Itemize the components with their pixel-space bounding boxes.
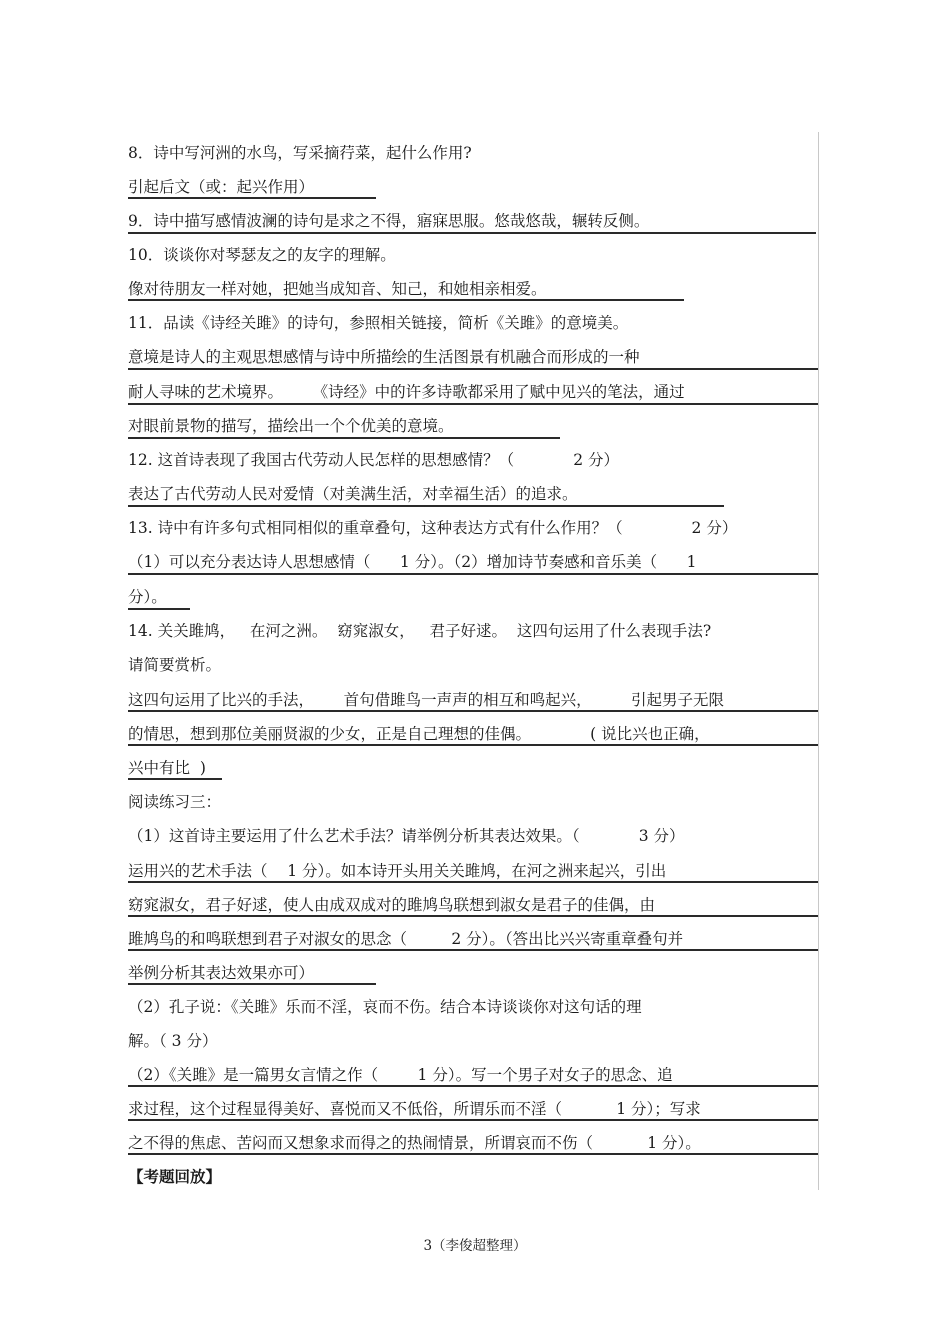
question-8: 8．诗中写河洲的水鸟，写采摘荇菜，起什么作用? bbox=[128, 144, 472, 162]
answer-14-line-3: 兴中有比 ) bbox=[128, 759, 206, 777]
answer-13-line-1: （1）可以充分表达诗人思想感情（ 1 分）。（2）增加诗节奏感和音乐美（ 1 bbox=[128, 553, 697, 571]
answer-underline bbox=[128, 403, 818, 405]
answer-underline bbox=[128, 744, 818, 746]
page-footer: 3（李俊超整理） bbox=[423, 1238, 527, 1254]
practice-3-answer-2-line-2: 求过程，这个过程显得美好、喜悦而又不低俗，所谓乐而不淫（ 1 分）；写求 bbox=[128, 1100, 701, 1118]
answer-underline bbox=[128, 1085, 818, 1087]
answer-10: 像对待朋友一样对她，把她当成知音、知己，和她相亲相爱。 bbox=[128, 280, 547, 298]
answer-underline bbox=[128, 915, 818, 917]
answer-11-line-2: 耐人寻味的艺术境界。 《诗经》中的许多诗歌都采用了赋中见兴的笔法，通过 bbox=[128, 383, 685, 401]
answer-underline bbox=[128, 1119, 818, 1121]
answer-underline bbox=[128, 437, 560, 439]
practice-3-question-2-line-2: 解。（ 3 分） bbox=[128, 1032, 218, 1050]
answer-underline bbox=[128, 608, 190, 610]
section-heading-exam-review: 【考题回放】 bbox=[128, 1167, 222, 1186]
practice-3-question-2-line-1: （2）孔子说：《关雎》乐而不淫，哀而不伤。结合本诗谈谈你对这句话的理 bbox=[128, 998, 642, 1016]
section-heading-practice-3: 阅读练习三： bbox=[128, 793, 222, 811]
answer-13-line-2: 分）。 bbox=[128, 588, 167, 606]
answer-underline bbox=[128, 232, 816, 234]
answer-14-line-2: 的情思，想到那位美丽贤淑的少女，正是自己理想的佳偶。 ( 说比兴也正确， bbox=[128, 725, 710, 743]
question-9: 9．诗中描写感情波澜的诗句是求之不得，寤寐思服。悠哉悠哉，辗转反侧。 bbox=[128, 212, 650, 230]
right-margin-rule bbox=[818, 132, 819, 1190]
question-10: 10．谈谈你对琴瑟友之的友字的理解。 bbox=[128, 246, 396, 264]
answer-underline bbox=[128, 710, 818, 712]
practice-3-answer-1-line-4: 举例分析其表达效果亦可） bbox=[128, 964, 315, 982]
answer-underline bbox=[128, 949, 818, 951]
question-13: 13. 诗中有许多句式相同相似的重章叠句，这种表达方式有什么作用？（ 2 分） bbox=[128, 519, 738, 537]
question-12: 12. 这首诗表现了我国古代劳动人民怎样的思想感情？（ 2 分） bbox=[128, 451, 619, 469]
answer-underline bbox=[128, 983, 376, 985]
question-14-line-1: 14. 关关雎鸠， 在河之洲。 窈窕淑女， 君子好逑。 这四句运用了什么表现手法? bbox=[128, 622, 712, 640]
practice-3-answer-2-line-3: 之不得的焦虑、苦闷而又想象求而得之的热闹情景，所谓哀而不伤（ 1 分）。 bbox=[128, 1134, 701, 1152]
question-11: 11．品读《诗经关雎》的诗句，参照相关链接，简析《关雎》的意境美。 bbox=[128, 314, 629, 332]
practice-3-answer-1-line-3: 雎鸠鸟的和鸣联想到君子对淑女的思念（ 2 分）。（答出比兴兴寄重章叠句并 bbox=[128, 930, 684, 948]
practice-3-answer-1-line-1: 运用兴的艺术手法（ 1 分）。如本诗开头用关关雎鸠，在河之洲来起兴，引出 bbox=[128, 862, 667, 880]
answer-underline bbox=[128, 1153, 818, 1155]
answer-11-line-3: 对眼前景物的描写，描绘出一个个优美的意境。 bbox=[128, 417, 454, 435]
answer-8: 引起后文（或：起兴作用） bbox=[128, 178, 315, 196]
answer-underline bbox=[128, 505, 724, 507]
practice-3-answer-2-line-1: （2）《关雎》是一篇男女言情之作（ 1 分）。写一个男子对女子的思念、追 bbox=[128, 1066, 673, 1084]
answer-underline bbox=[128, 778, 222, 780]
answer-underline bbox=[128, 299, 684, 301]
answer-underline bbox=[128, 197, 376, 199]
question-14-line-2: 请简要赏析。 bbox=[128, 656, 222, 674]
answer-11-line-1: 意境是诗人的主观思想感情与诗中所描绘的生活图景有机融合而形成的一种 bbox=[128, 348, 640, 366]
answer-underline bbox=[128, 368, 818, 370]
answer-14-line-1: 这四句运用了比兴的手法， 首句借雎鸟一声声的相互和鸣起兴， 引起男子无限 bbox=[128, 691, 724, 709]
answer-12: 表达了古代劳动人民对爱情（对美满生活，对幸福生活）的追求。 bbox=[128, 485, 578, 503]
practice-3-answer-1-line-2: 窈窕淑女，君子好逑，使人由成双成对的雎鸠鸟联想到淑女是君子的佳偶，由 bbox=[128, 896, 656, 914]
practice-3-question-1: （1）这首诗主要运用了什么艺术手法？请举例分析其表达效果。（ 3 分） bbox=[128, 827, 685, 845]
answer-underline bbox=[128, 881, 818, 883]
answer-underline bbox=[128, 573, 818, 575]
